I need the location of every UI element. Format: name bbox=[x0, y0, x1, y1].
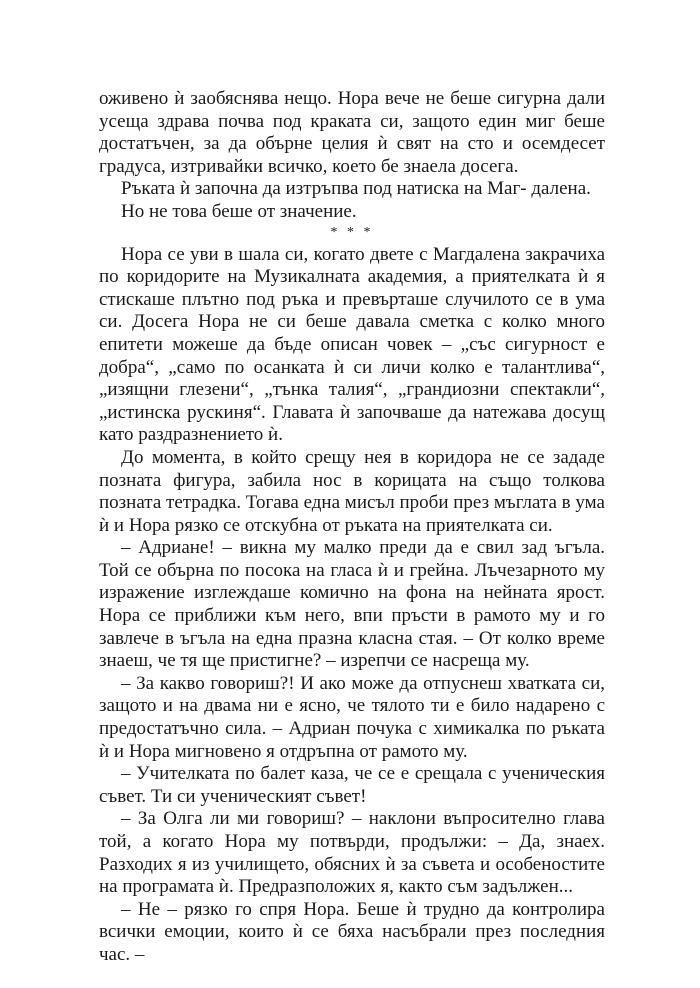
paragraph-dialogue: – Адриане! – викна му малко преди да е свил зад ъгъла. Той се обърна по посока на гласа ѝ и грейна. Лъчезарното му изражение изглеждаше комично на фона на нейната ярост. Нора се приближи към него, впи пръсти в рамото му и го завлече в ъгъла на една празна класна стая. – От колко време знаеш, че тя ще пристигне? – изрепчи се насреща му. bbox=[99, 537, 605, 672]
paragraph: Нора се уви в шала си, когато двете с Магдалена закрачиха по коридорите на Музикалната академия, а приятелката ѝ я стискаше плътно под ръка и превърташе случилото се в ума си. Досега Нора не си беше давала сметка с колко много епитети можеше да бъде описан човек – „със сигурност е добра“, „само по осанката ѝ си личи колко е талантлива“, „изящни глезени“, „тънка талия“, „грандиозни спектакли“, „истинска рускиня“. Главата ѝ започваше да натежава досущ като раздразнението ѝ. bbox=[99, 243, 605, 446]
paragraph-dialogue: – За какво говориш?! И ако може да отпуснеш хватката си, защото и на двама ни е ясно, че тялото ти е било надарено с предостатъчно сила. – Адриан почука с химикалка по ръката ѝ и Нора мигновено я отдръпна от рамото му. bbox=[99, 672, 605, 762]
paragraph: До момента, в който срещу нея в коридора не се зададе позната фигура, забила нос в корицата на също толкова позната тетрадка. Тогава една мисъл проби през мъглата в ума ѝ и Нора рязко се отскубна от ръката на приятелката си. bbox=[99, 446, 605, 536]
section-break: * * * bbox=[330, 224, 374, 240]
paragraph-dialogue: – Не – рязко го спря Нора. Беше ѝ трудно да контролира всички емоции, които ѝ се бяха насъбрали през последния час. – bbox=[99, 898, 605, 965]
paragraph-dialogue: – Учителката по балет каза, че се е срещала с ученическия съвет. Ти си ученическият съвет! bbox=[99, 763, 605, 807]
book-page bbox=[99, 88, 605, 967]
paragraph-dialogue: – За Олга ли ми говориш? – наклони въпросително глава той, а когато Нора му потвърди, продължи: – Да, знаех. Разходих я из училището, обясних ѝ за съвета и особеностите на програмата ѝ. Предразположих я, както съм задължен... bbox=[99, 808, 605, 898]
paragraph: Но не това беше от значение. bbox=[121, 200, 357, 222]
paragraph: Ръката ѝ започна да изтръпва под натиска на Маг- далена. bbox=[121, 178, 591, 200]
paragraph-continuation: оживено ѝ заобяснява нещо. Нора вече не беше сигурна дали усеща здрава почва под краката си, защото един миг беше достатъчен, за да обърне целия ѝ свят на сто и осемдесет градуса, изтривайки всичко, което бе знаела досега. bbox=[99, 88, 605, 177]
